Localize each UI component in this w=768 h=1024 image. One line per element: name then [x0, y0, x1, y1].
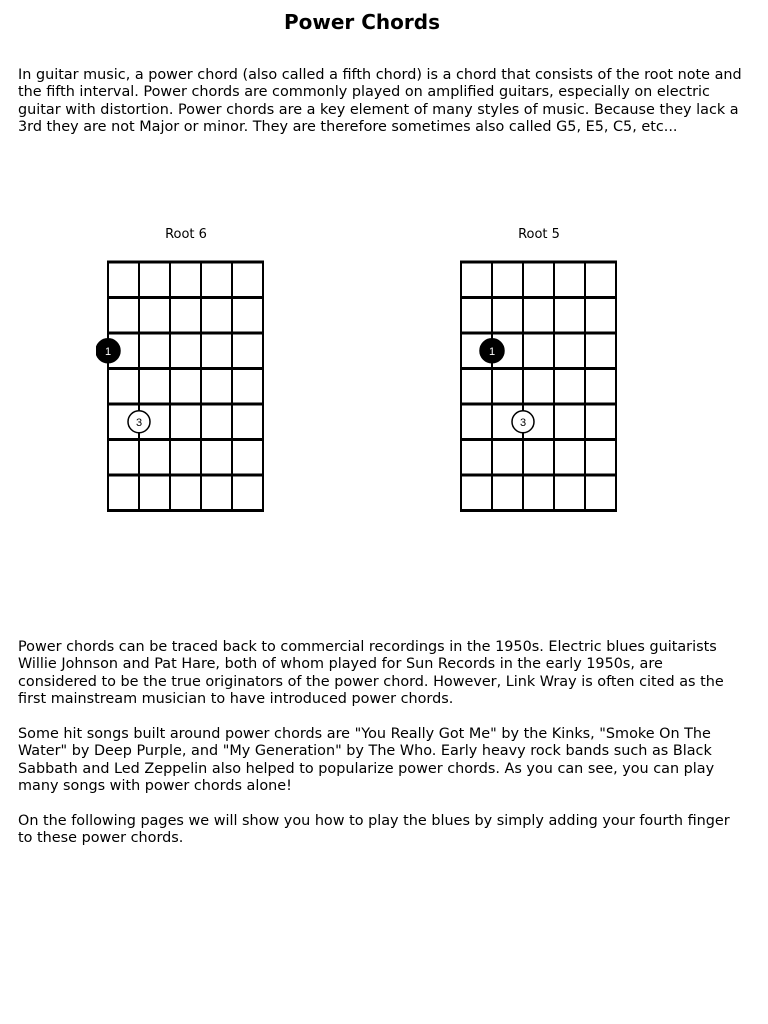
history-paragraph: Power chords can be traced back to commercial recordings in the 1950s. Electric blues guitarists Willie Johnson and Pat Hare, both of whom played for Sun Records in the early 1950s, are considered to be the true originators of the power chord. However, Link Wray is often cited as the first mainstream musician to have introduced power chords. — [18, 639, 724, 708]
page-title: Power Chords — [283, 10, 440, 34]
fifth-finger-marker — [128, 411, 150, 433]
chord-diagram-root-5 — [449, 258, 629, 518]
svg-text:3: 3 — [135, 416, 143, 429]
intro-paragraph: In guitar music, a power chord (also called a fifth chord) is a chord that consists of the root note and the fifth interval. Power chords are commonly played on amplified guitars, especially on electric guitar with distortion. Power chords are a key element of many styles of music. Because they lack a 3rd they are not Major or minor. They are therefore sometimes also called G5, E5, C5, etc... — [18, 67, 742, 136]
fifth-finger-marker — [512, 411, 534, 433]
svg-text:1: 1 — [104, 345, 112, 358]
chord-diagram-root-6 — [96, 258, 276, 518]
diagram-label-root-5: Root 5 — [518, 227, 560, 242]
next-paragraph: On the following pages we will show you how to play the blues by simply adding your fourth finger to these power chords. — [18, 813, 730, 847]
songs-paragraph: Some hit songs built around power chords are "You Really Got Me" by the Kinks, "Smoke On The Water" by Deep Purple, and "My Generation" by The Who. Early heavy rock bands such as Black Sabbath and Led Zeppelin also helped to popularize power chords. As you can see, you can play many songs with power chords alone! — [18, 726, 715, 795]
svg-text:3: 3 — [519, 416, 527, 429]
root-finger-marker — [96, 339, 120, 363]
svg-text:1: 1 — [488, 345, 496, 358]
root-finger-marker — [480, 339, 504, 363]
diagram-label-root-6: Root 6 — [165, 227, 207, 242]
